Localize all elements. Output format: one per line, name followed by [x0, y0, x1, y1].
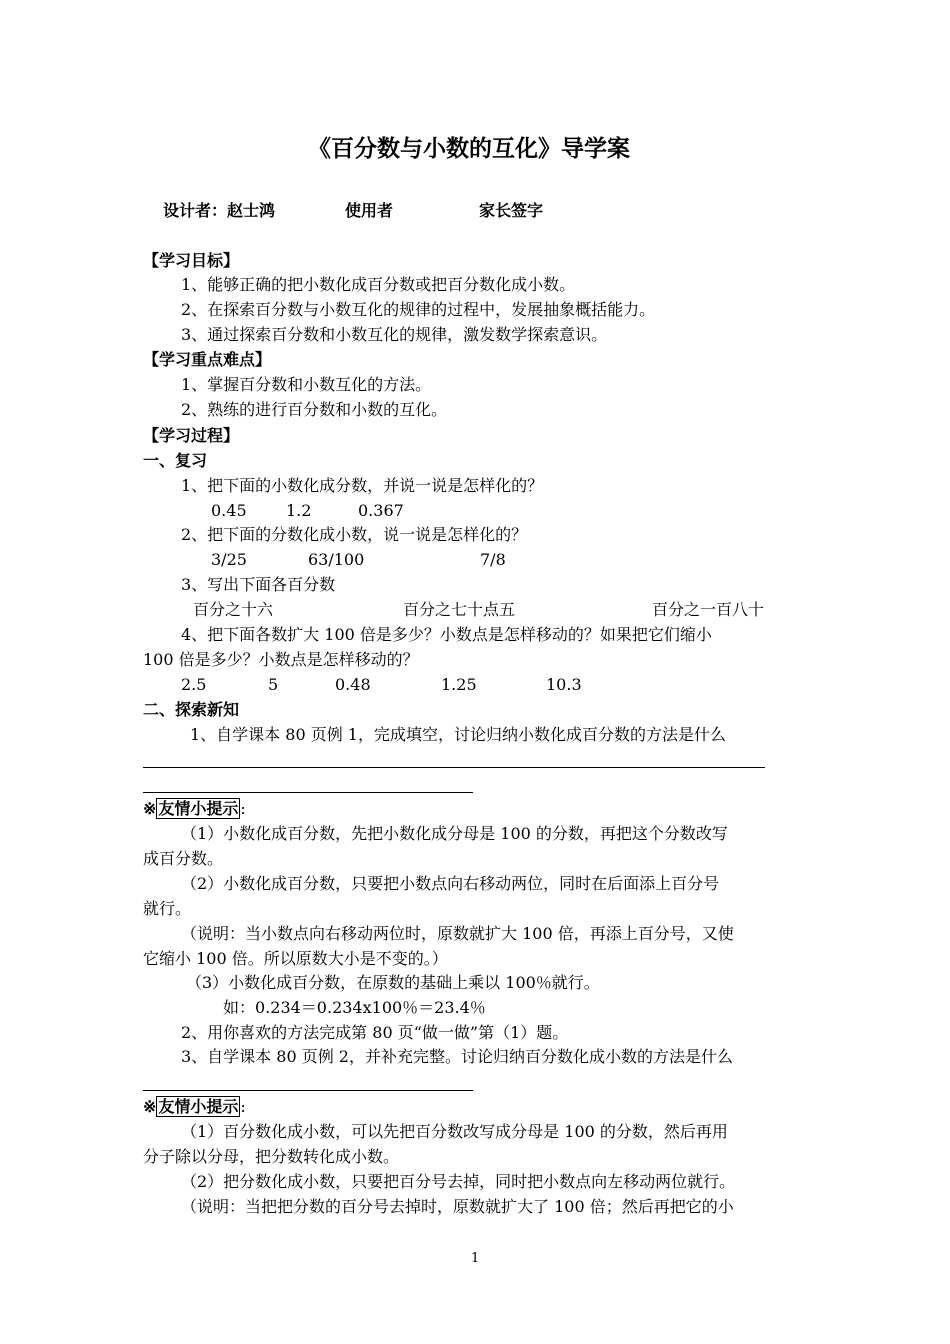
review-question-2: 2、把下面的分数化成小数，说一说是怎样化的？	[181, 525, 528, 544]
answer-line	[143, 767, 765, 768]
q4-value: 1.25	[441, 675, 477, 694]
tip-2-paragraph: （1）百分数化成小数，可以先把百分数改写成分母是 100 的分数，然后再用	[181, 1122, 728, 1141]
parent-sign-label: 家长签字	[479, 201, 544, 220]
review-question-4-cont: 100 倍是多少？小数点是怎样移动的？	[143, 650, 419, 669]
page-title: 《百分数与小数的互化》导学案	[308, 135, 630, 162]
q4-value: 0.48	[335, 675, 371, 694]
q1-value: 1.2	[286, 501, 312, 520]
explore-task-2: 2、用你喜欢的方法完成第 80 页“做一做”第（1）题。	[181, 1023, 569, 1042]
tip-1-paragraph-cont: 成百分数。	[143, 849, 224, 868]
reference-mark: ※	[143, 799, 157, 818]
tip-2-paragraph: （2）把分数化成小数，只要把百分号去掉，同时把小数点向左移动两位就行。	[181, 1172, 736, 1191]
reference-mark: ※	[143, 1097, 157, 1116]
q1-value: 0.367	[358, 501, 404, 520]
answer-line	[143, 1090, 473, 1091]
tip-1	[143, 798, 246, 820]
tip-1-paragraph: （2）小数化成百分数，只要把小数点向右移动两位，同时在后面添上百分号	[181, 874, 720, 893]
q3-value: 百分之一百八十	[652, 600, 765, 619]
tip-1-example: 如：0.234＝0.234x100％＝23.4％	[223, 998, 486, 1017]
q4-value: 2.5	[181, 675, 207, 694]
page-number: 1	[471, 1251, 480, 1266]
q1-value: 0.45	[211, 501, 247, 520]
goal-item: 2、在探索百分数与小数互化的规律的过程中，发展抽象概括能力。	[181, 300, 656, 319]
q4-value: 5	[268, 675, 279, 694]
tip-label: 友情小提示	[158, 799, 239, 818]
q4-value: 10.3	[546, 675, 582, 694]
tip-2	[143, 1096, 246, 1118]
tip-colon: :	[240, 799, 246, 818]
tip-1-paragraph: （3）小数化成百分数，在原数的基础上乘以 100％就行。	[186, 973, 600, 992]
explore-heading: 二、探索新知	[143, 700, 240, 719]
process-heading: 【学习过程】	[143, 426, 240, 445]
explore-task-1: 1、自学课本 80 页例 1，完成填空，讨论归纳小数化成百分数的方法是什么	[190, 725, 726, 744]
tip-1-paragraph: （1）小数化成百分数，先把小数化成分母是 100 的分数，再把这个分数改写	[181, 824, 728, 843]
designer-label: 设计者：赵士鸿	[163, 201, 276, 220]
tip-colon: :	[240, 1097, 246, 1116]
q3-value: 百分之十六	[193, 600, 274, 619]
review-heading: 一、复习	[143, 451, 208, 470]
review-question-1: 1、把下面的小数化成分数，并说一说是怎样化的？	[181, 476, 544, 495]
tip-1-note-cont: 它缩小 100 倍。所以原数大小是不变的。）	[143, 949, 448, 968]
q2-value: 63/100	[308, 550, 365, 569]
q2-value: 3/25	[211, 550, 247, 569]
tip-1-paragraph-cont: 就行。	[143, 899, 192, 918]
key-points-heading: 【学习重点难点】	[143, 350, 272, 369]
key-point-item: 1、掌握百分数和小数互化的方法。	[181, 375, 432, 394]
q2-value: 7/8	[480, 550, 506, 569]
key-point-item: 2、熟练的进行百分数和小数的互化。	[181, 400, 448, 419]
goal-item: 1、能够正确的把小数化成百分数或把百分数化成小数。	[181, 275, 576, 294]
answer-line	[143, 792, 473, 793]
tip-2-paragraph-cont: 分子除以分母，把分数转化成小数。	[143, 1147, 400, 1166]
tip-2-note: （说明：当把把分数的百分号去掉时，原数就扩大了 100 倍；然后再把它的小	[181, 1197, 734, 1216]
goals-heading: 【学习目标】	[143, 251, 240, 270]
tip-1-note: （说明：当小数点向右移动两位时，原数就扩大 100 倍，再添上百分号，又使	[181, 924, 734, 943]
review-question-4: 4、把下面各数扩大 100 倍是多少？小数点是怎样移动的？如果把它们缩小	[181, 625, 712, 644]
tip-label: 友情小提示	[158, 1097, 239, 1116]
explore-task-3: 3、自学课本 80 页例 2，并补充完整。讨论归纳百分数化成小数的方法是什么	[181, 1047, 733, 1066]
review-question-3: 3、写出下面各百分数	[181, 575, 336, 594]
q3-value: 百分之七十点五	[403, 600, 516, 619]
user-label: 使用者	[345, 201, 394, 220]
goal-item: 3、通过探索百分数和小数互化的规律，激发数学探索意识。	[181, 325, 608, 344]
